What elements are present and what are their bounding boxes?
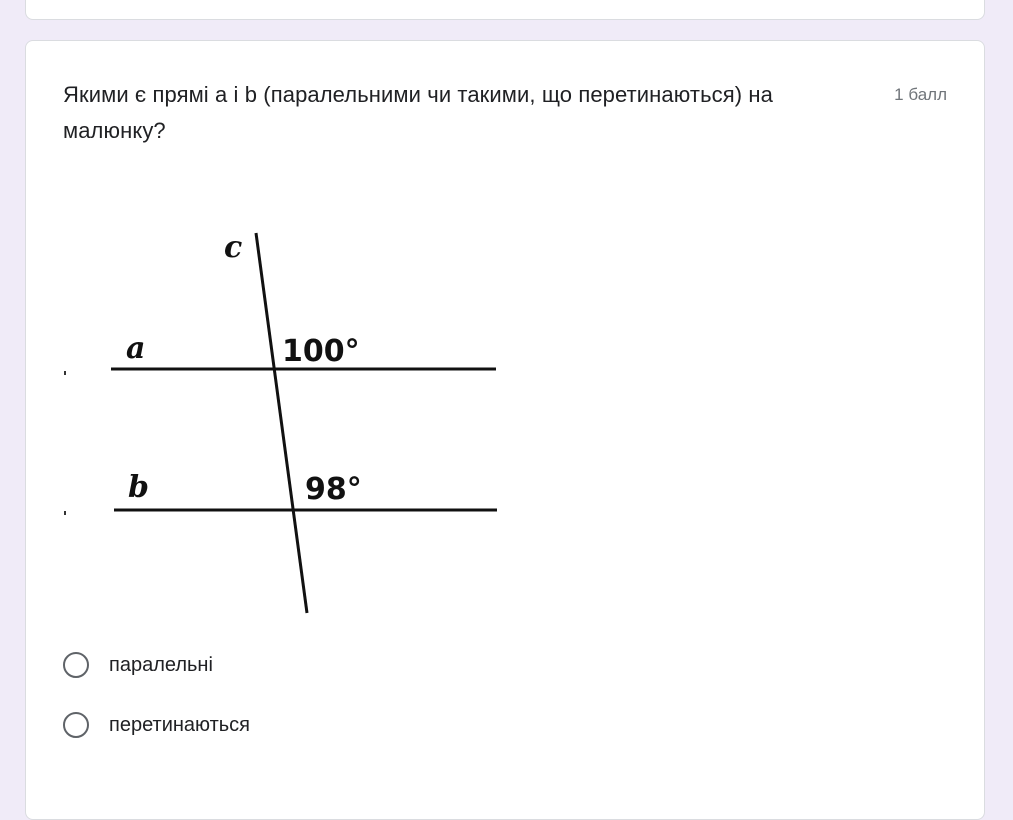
option-intersect[interactable] (63, 712, 250, 738)
radio-button[interactable] (63, 712, 89, 738)
option-label: перетинаються (109, 713, 251, 736)
label-b: b (128, 470, 149, 505)
previous-question-card (25, 0, 985, 20)
question-card (25, 40, 985, 820)
geometry-figure (61, 227, 511, 627)
angle-bottom-label: 98° (305, 472, 362, 507)
radio-button[interactable] (63, 652, 89, 678)
option-label: паралельні (109, 653, 213, 676)
label-c: c (224, 230, 243, 265)
stray-dot-b (64, 511, 66, 515)
stray-dot-a (64, 371, 66, 375)
question-title: Якими є прямі a і b (паралельними чи такими, що перетинаються) на малюнку? (63, 82, 773, 143)
parallel-lines-diagram (61, 227, 511, 627)
option-parallel[interactable] (63, 652, 213, 678)
points-label: 1 балл (894, 85, 947, 104)
label-a: a (126, 331, 146, 366)
transversal-c (256, 233, 307, 613)
angle-top-label: 100° (282, 334, 360, 369)
